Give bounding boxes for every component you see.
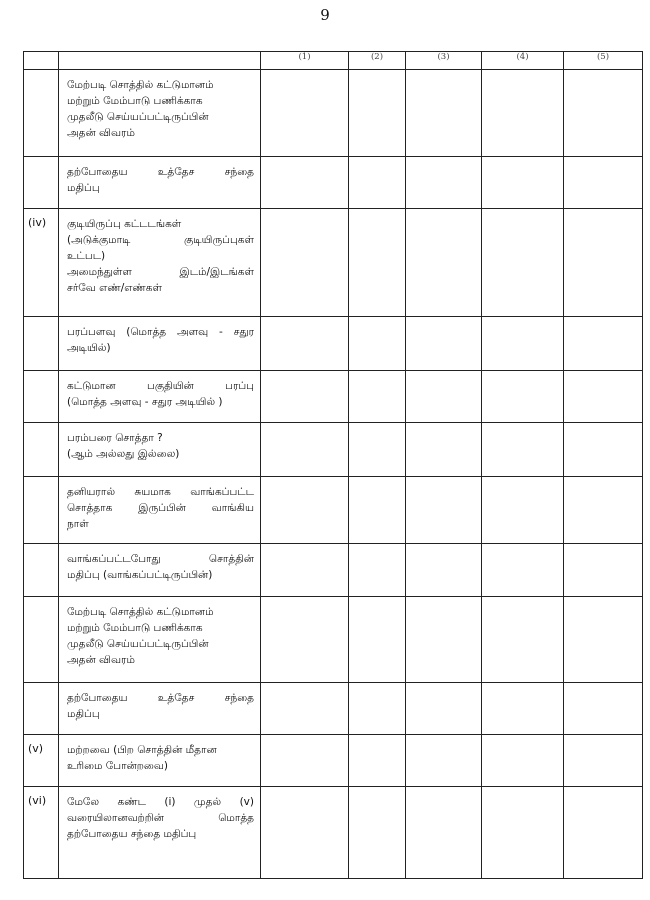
table-row <box>24 735 643 787</box>
entry-cell-column-4[interactable] <box>482 209 564 317</box>
column-header-4: (4) <box>482 52 564 70</box>
entry-cell-column-1[interactable] <box>261 317 349 371</box>
item-number <box>24 477 59 544</box>
table-row <box>24 544 643 597</box>
entry-cell-column-2[interactable] <box>349 544 406 597</box>
item-label-line: மதிப்பு <box>67 708 100 720</box>
entry-cell-column-4[interactable] <box>482 157 564 209</box>
item-label-line: மேற்படி சொத்தில் கட்டுமானம் <box>67 606 214 618</box>
entry-cell-column-4[interactable] <box>482 597 564 683</box>
asset-details-table <box>23 51 643 879</box>
item-label-line: மற்றவை (பிற சொத்தின் மீதான <box>67 744 217 756</box>
item-label-line: மற்றும் மேம்பாடு பணிக்காக <box>67 95 203 107</box>
entry-cell-column-1[interactable] <box>261 371 349 423</box>
entry-cell-column-1[interactable] <box>261 209 349 317</box>
label-header-cell <box>59 52 261 70</box>
item-label-line: (மொத்த அளவு - சதுர அடியில் ) <box>67 396 223 408</box>
item-number <box>24 423 59 477</box>
item-number: (vi) <box>24 787 59 879</box>
entry-cell-column-1[interactable] <box>261 70 349 157</box>
item-number <box>24 70 59 157</box>
column-header-3: (3) <box>406 52 482 70</box>
entry-cell-column-1[interactable] <box>261 423 349 477</box>
entry-cell-column-2[interactable] <box>349 157 406 209</box>
entry-cell-column-4[interactable] <box>482 735 564 787</box>
table-row <box>24 423 643 477</box>
entry-cell-column-3[interactable] <box>406 371 482 423</box>
column-header-row <box>24 52 643 70</box>
item-label <box>59 423 261 477</box>
table-row <box>24 70 643 157</box>
item-label <box>59 787 261 879</box>
table-row <box>24 317 643 371</box>
table-row <box>24 787 643 879</box>
item-label-line: வரையிலானவற்றின் மொத்த <box>67 812 254 824</box>
entry-cell-column-5[interactable] <box>564 157 643 209</box>
entry-cell-column-5[interactable] <box>564 209 643 317</box>
entry-cell-column-2[interactable] <box>349 735 406 787</box>
item-label-line: குடியிருப்பு கட்டடங்கள் <box>67 218 182 230</box>
item-label-line: நாள் <box>67 518 89 530</box>
entry-cell-column-3[interactable] <box>406 70 482 157</box>
entry-cell-column-2[interactable] <box>349 683 406 735</box>
item-label-line: பரப்பளவு (மொத்த அளவு - சதுர <box>67 326 254 338</box>
entry-cell-column-3[interactable] <box>406 787 482 879</box>
item-label <box>59 371 261 423</box>
item-label-line: மற்றும் மேம்பாடு பணிக்காக <box>67 622 203 634</box>
entry-cell-column-2[interactable] <box>349 477 406 544</box>
entry-cell-column-3[interactable] <box>406 544 482 597</box>
item-label-line: மதிப்பு (வாங்கப்பட்டிருப்பின்) <box>67 569 213 581</box>
entry-cell-column-5[interactable] <box>564 735 643 787</box>
item-label-line: அதன் விவரம் <box>67 654 135 666</box>
entry-cell-column-4[interactable] <box>482 477 564 544</box>
entry-cell-column-1[interactable] <box>261 597 349 683</box>
item-label-line: அதன் விவரம் <box>67 127 135 139</box>
entry-cell-column-5[interactable] <box>564 544 643 597</box>
entry-cell-column-5[interactable] <box>564 787 643 879</box>
item-number <box>24 317 59 371</box>
item-label <box>59 70 261 157</box>
item-number <box>24 544 59 597</box>
item-number: (iv) <box>24 209 59 317</box>
item-label <box>59 157 261 209</box>
entry-cell-column-5[interactable] <box>564 477 643 544</box>
entry-cell-column-1[interactable] <box>261 157 349 209</box>
entry-cell-column-3[interactable] <box>406 157 482 209</box>
item-number <box>24 371 59 423</box>
item-label <box>59 597 261 683</box>
item-label-line: வாங்கப்பட்டபோது சொத்தின் <box>67 553 254 565</box>
entry-cell-column-3[interactable] <box>406 477 482 544</box>
item-label-line: மேற்படி சொத்தில் கட்டுமானம் <box>67 79 214 91</box>
entry-cell-column-2[interactable] <box>349 70 406 157</box>
item-label-line: பரம்பரை சொத்தா ? <box>67 432 163 444</box>
table-row <box>24 157 643 209</box>
item-label <box>59 735 261 787</box>
entry-cell-column-3[interactable] <box>406 597 482 683</box>
entry-cell-column-1[interactable] <box>261 735 349 787</box>
entry-cell-column-1[interactable] <box>261 787 349 879</box>
entry-cell-column-4[interactable] <box>482 371 564 423</box>
entry-cell-column-3[interactable] <box>406 423 482 477</box>
column-header-1: (1) <box>261 52 349 70</box>
item-label-line: மேலே கண்ட (i) முதல் (v) <box>67 796 254 808</box>
item-label-line: தனியரால் சுயமாக வாங்கப்பட்ட <box>67 486 254 498</box>
entry-cell-column-1[interactable] <box>261 477 349 544</box>
entry-cell-column-1[interactable] <box>261 544 349 597</box>
item-label-line: உட்பட) <box>67 250 106 262</box>
item-label-line: முதலீடு செய்யப்பட்டிருப்பின் <box>67 638 209 650</box>
item-label-line: தற்போதைய சந்தை மதிப்பு <box>67 828 197 840</box>
entry-cell-column-2[interactable] <box>349 423 406 477</box>
entry-cell-column-3[interactable] <box>406 735 482 787</box>
item-label <box>59 477 261 544</box>
entry-cell-column-2[interactable] <box>349 371 406 423</box>
entry-cell-column-4[interactable] <box>482 544 564 597</box>
number-header-cell <box>24 52 59 70</box>
item-label-line: சொத்தாக இருப்பின் வாங்கிய <box>67 502 254 514</box>
entry-cell-column-3[interactable] <box>406 209 482 317</box>
entry-cell-column-4[interactable] <box>482 70 564 157</box>
item-number: (v) <box>24 735 59 787</box>
item-number <box>24 157 59 209</box>
entry-cell-column-4[interactable] <box>482 317 564 371</box>
item-label <box>59 209 261 317</box>
table-row <box>24 683 643 735</box>
entry-cell-column-2[interactable] <box>349 597 406 683</box>
item-label <box>59 317 261 371</box>
entry-cell-column-5[interactable] <box>564 70 643 157</box>
entry-cell-column-2[interactable] <box>349 317 406 371</box>
column-header-2: (2) <box>349 52 406 70</box>
item-label-line: மதிப்பு <box>67 182 100 194</box>
item-number <box>24 683 59 735</box>
item-label-line: (அடுக்குமாடி குடியிருப்புகள் <box>67 234 254 246</box>
column-header-5: (5) <box>564 52 643 70</box>
table-row <box>24 371 643 423</box>
entry-cell-column-5[interactable] <box>564 371 643 423</box>
item-number <box>24 597 59 683</box>
item-label <box>59 544 261 597</box>
table-row <box>24 209 643 317</box>
entry-cell-column-3[interactable] <box>406 683 482 735</box>
entry-cell-column-2[interactable] <box>349 787 406 879</box>
entry-cell-column-1[interactable] <box>261 683 349 735</box>
item-label-line: அமைந்துள்ள இடம்/இடங்கள் <box>67 266 254 278</box>
entry-cell-column-5[interactable] <box>564 597 643 683</box>
entry-cell-column-5[interactable] <box>564 423 643 477</box>
entry-cell-column-3[interactable] <box>406 317 482 371</box>
item-label-line: உரிமை போன்றவை) <box>67 760 168 772</box>
page-number: 9 <box>320 6 330 24</box>
table-row <box>24 477 643 544</box>
item-label <box>59 683 261 735</box>
entry-cell-column-5[interactable] <box>564 317 643 371</box>
item-label-line: தற்போதைய உத்தேச சந்தை <box>67 166 254 178</box>
item-label-line: அடியில்) <box>67 342 111 354</box>
item-label-line: தற்போதைய உத்தேச சந்தை <box>67 692 254 704</box>
item-label-line: முதலீடு செய்யப்பட்டிருப்பின் <box>67 111 209 123</box>
table-row <box>24 597 643 683</box>
item-label-line: சர்வே எண்/எண்கள் <box>67 282 162 294</box>
entry-cell-column-4[interactable] <box>482 423 564 477</box>
item-label-line: கட்டுமான பகுதியின் பரப்பு <box>67 380 254 392</box>
entry-cell-column-5[interactable] <box>564 683 643 735</box>
entry-cell-column-4[interactable] <box>482 683 564 735</box>
entry-cell-column-4[interactable] <box>482 787 564 879</box>
entry-cell-column-2[interactable] <box>349 209 406 317</box>
item-label-line: (ஆம் அல்லது இல்லை) <box>67 448 180 460</box>
